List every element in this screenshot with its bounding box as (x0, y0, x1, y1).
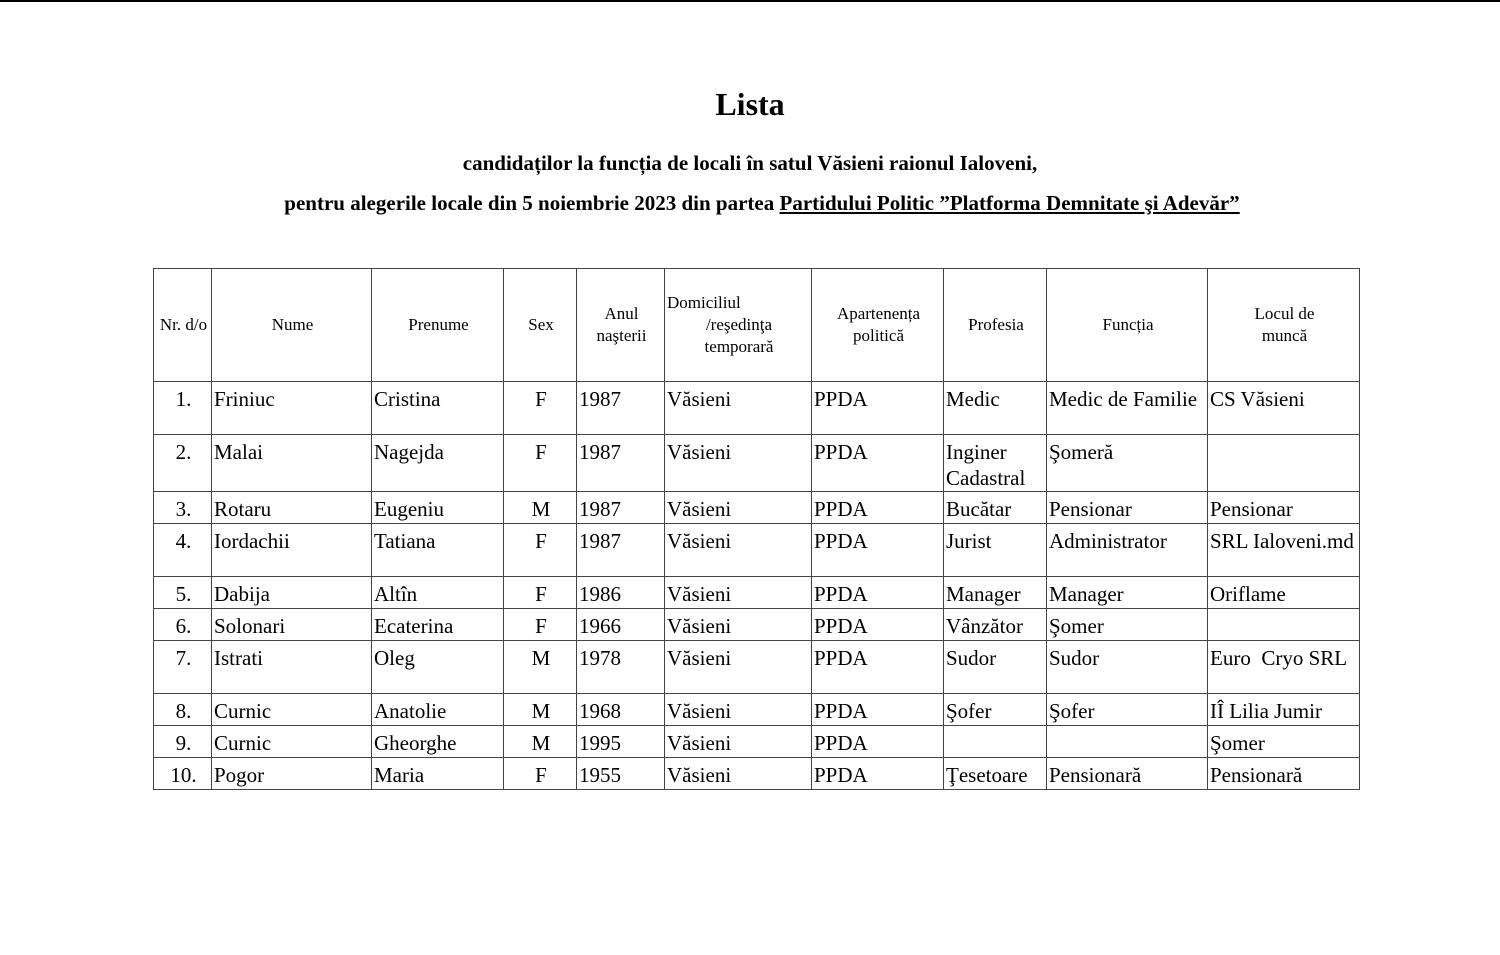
document-subtitle-line2 (0, 190, 1500, 216)
cell-apartenenta: PPDA (812, 524, 944, 577)
cell-apartenenta: PPDA (812, 435, 944, 492)
cell-nume: Dabija (212, 577, 372, 609)
cell-sex: M (504, 492, 577, 524)
cell-locul: Pensionară (1208, 758, 1360, 790)
cell-prenume: Maria (372, 758, 504, 790)
subtitle-prefix: pentru alegerile locale din 5 noiembrie 2023 din partea (284, 191, 780, 215)
cell-profesia: Ţesetoare (944, 758, 1047, 790)
cell-anul: 1987 (577, 492, 665, 524)
document-subtitle-line1: candidaților la funcția de locali în satul Văsieni raionul Ialoveni, (462, 151, 1038, 175)
cell-nume: Malai (212, 435, 372, 492)
cell-locul (1208, 435, 1360, 492)
cell-sex: F (504, 382, 577, 435)
cell-apartenenta: PPDA (812, 758, 944, 790)
cell-nr: 9. (154, 726, 212, 758)
header-apartenenta: Apartenența politică (812, 269, 944, 382)
cell-nume: Pogor (212, 758, 372, 790)
cell-nr: 6. (154, 609, 212, 641)
cell-nume: Solonari (212, 609, 372, 641)
cell-anul: 1987 (577, 382, 665, 435)
cell-domiciliul: Văsieni (665, 694, 812, 726)
table-row (154, 435, 1360, 492)
cell-apartenenta: PPDA (812, 609, 944, 641)
cell-anul: 1955 (577, 758, 665, 790)
cell-sex: F (504, 758, 577, 790)
cell-anul: 1978 (577, 641, 665, 694)
cell-apartenenta: PPDA (812, 641, 944, 694)
cell-sex: M (504, 641, 577, 694)
cell-anul: 1968 (577, 694, 665, 726)
table-row (154, 641, 1360, 694)
cell-apartenenta: PPDA (812, 694, 944, 726)
cell-locul: Oriflame (1208, 577, 1360, 609)
cell-sex: M (504, 726, 577, 758)
table-row (154, 382, 1360, 435)
top-border-line (0, 0, 1500, 2)
table-row (154, 726, 1360, 758)
cell-domiciliul: Văsieni (665, 609, 812, 641)
header-domiciliul: Domiciliul /reşedinţa temporară (665, 269, 812, 382)
cell-functia: Manager (1047, 577, 1208, 609)
header-sex: Sex (504, 269, 577, 382)
cell-profesia: Medic (944, 382, 1047, 435)
candidates-table (153, 268, 1360, 790)
header-locul-de-munca: Locul de muncă (1208, 269, 1360, 382)
cell-nr: 2. (154, 435, 212, 492)
cell-nume: Iordachii (212, 524, 372, 577)
cell-domiciliul: Văsieni (665, 492, 812, 524)
cell-prenume: Gheorghe (372, 726, 504, 758)
cell-nr: 8. (154, 694, 212, 726)
cell-locul: Şomer (1208, 726, 1360, 758)
cell-nume: Friniuc (212, 382, 372, 435)
cell-sex: M (504, 694, 577, 726)
cell-profesia: Sudor (944, 641, 1047, 694)
cell-nr: 3. (154, 492, 212, 524)
header-nume: Nume (212, 269, 372, 382)
cell-functia: Şomeră (1047, 435, 1208, 492)
header-anul-nasterii: Anul naşterii (577, 269, 665, 382)
cell-functia: Şofer (1047, 694, 1208, 726)
cell-domiciliul: Văsieni (665, 726, 812, 758)
cell-nume: Curnic (212, 726, 372, 758)
header-profesia: Profesia (944, 269, 1047, 382)
cell-functia: Pensionar (1047, 492, 1208, 524)
cell-prenume: Anatolie (372, 694, 504, 726)
cell-functia: Şomer (1047, 609, 1208, 641)
cell-prenume: Tatiana (372, 524, 504, 577)
cell-nr: 4. (154, 524, 212, 577)
table-row (154, 758, 1360, 790)
cell-nume: Istrati (212, 641, 372, 694)
cell-apartenenta: PPDA (812, 382, 944, 435)
cell-profesia: Şofer (944, 694, 1047, 726)
cell-nume: Curnic (212, 694, 372, 726)
cell-locul: IÎ Lilia Jumir (1208, 694, 1360, 726)
cell-domiciliul: Văsieni (665, 382, 812, 435)
cell-anul: 1987 (577, 435, 665, 492)
cell-sex: F (504, 435, 577, 492)
cell-prenume: Ecaterina (372, 609, 504, 641)
header-functia: Funcția (1047, 269, 1208, 382)
cell-profesia: Manager (944, 577, 1047, 609)
cell-domiciliul: Văsieni (665, 524, 812, 577)
cell-anul: 1987 (577, 524, 665, 577)
cell-prenume: Cristina (372, 382, 504, 435)
header-prenume: Prenume (372, 269, 504, 382)
cell-functia: Pensionară (1047, 758, 1208, 790)
cell-locul: CS Văsieni (1208, 382, 1360, 435)
cell-domiciliul: Văsieni (665, 435, 812, 492)
cell-apartenenta: PPDA (812, 577, 944, 609)
cell-sex: F (504, 524, 577, 577)
cell-profesia: Jurist (944, 524, 1047, 577)
cell-nr: 10. (154, 758, 212, 790)
cell-functia: Sudor (1047, 641, 1208, 694)
cell-profesia: Bucătar (944, 492, 1047, 524)
cell-apartenenta: PPDA (812, 726, 944, 758)
cell-nr: 5. (154, 577, 212, 609)
cell-domiciliul: Văsieni (665, 641, 812, 694)
cell-prenume: Nagejda (372, 435, 504, 492)
cell-sex: F (504, 577, 577, 609)
cell-functia: Administrator (1047, 524, 1208, 577)
cell-anul: 1995 (577, 726, 665, 758)
table-row (154, 609, 1360, 641)
cell-profesia: Vânzător (944, 609, 1047, 641)
table-row (154, 524, 1360, 577)
party-name: Partidului Politic ”Platforma Demnitate şi Adevăr” (779, 191, 1240, 215)
cell-locul: Euro Cryo SRL (1208, 641, 1360, 694)
table-row (154, 492, 1360, 524)
cell-anul: 1966 (577, 609, 665, 641)
cell-prenume: Oleg (372, 641, 504, 694)
cell-apartenenta: PPDA (812, 492, 944, 524)
document-title: Lista (715, 86, 785, 122)
cell-prenume: Altîn (372, 577, 504, 609)
cell-locul: Pensionar (1208, 492, 1360, 524)
cell-nr: 7. (154, 641, 212, 694)
cell-sex: F (504, 609, 577, 641)
cell-nume: Rotaru (212, 492, 372, 524)
cell-profesia: Inginer Cadastral (944, 435, 1047, 492)
cell-nr: 1. (154, 382, 212, 435)
cell-anul: 1986 (577, 577, 665, 609)
cell-functia: Medic de Familie (1047, 382, 1208, 435)
cell-profesia (944, 726, 1047, 758)
table-row (154, 694, 1360, 726)
cell-locul (1208, 609, 1360, 641)
cell-domiciliul: Văsieni (665, 758, 812, 790)
cell-functia (1047, 726, 1208, 758)
cell-domiciliul: Văsieni (665, 577, 812, 609)
table-header-row (154, 269, 1360, 382)
cell-prenume: Eugeniu (372, 492, 504, 524)
table-row (154, 577, 1360, 609)
cell-locul: SRL Ialoveni.md (1208, 524, 1360, 577)
header-nr: Nr. d/o (154, 269, 212, 382)
